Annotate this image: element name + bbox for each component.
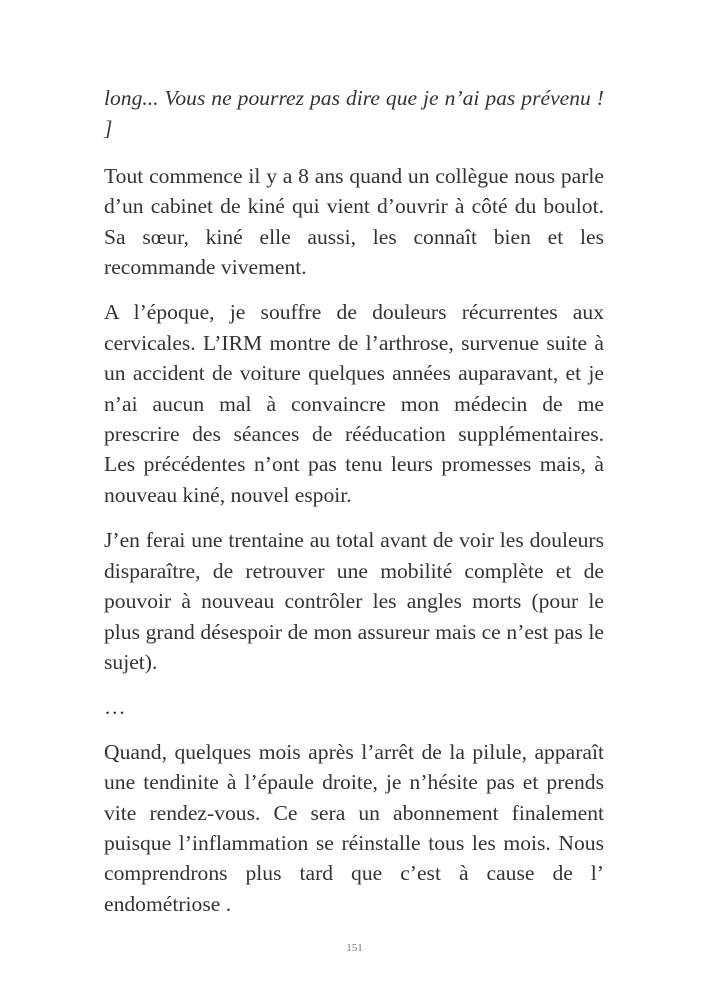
ellipsis-separator: … bbox=[104, 695, 126, 720]
page-number: 151 bbox=[346, 942, 363, 954]
paragraph-colleague: Tout commence il y a 8 ans quand un collègue nous parle d’un cabinet de kiné qui vient d’ouvrir à côté du boulot. Sa sœur, kiné elle aussi, les connaît bien et les recommande vivement. bbox=[104, 163, 604, 280]
paragraph-cervicales: A l’époque, je souffre de douleurs récurrentes aux cervicales. L’IRM montre de l’arthrose, survenue suite à un accident de voiture quelques années auparavant, et je n’ai aucun mal à convaincre mon médecin de me prescrire des séances de rééducation supplémentaires. Les précédentes n’ont pas tenu leurs promesses mais, à nouveau kiné, nouvel espoir. bbox=[104, 300, 604, 507]
paragraph-trentaine: J’en ferai une trentaine au total avant de voir les douleurs disparaître, de retrouver une mobilité complète et de pouvoir à nouveau contrôler les angles morts (pour le plus grand désespoir de mon assureur mais ce n’est pas le sujet). bbox=[104, 528, 604, 674]
paragraph-tendinite: Quand, quelques mois après l’arrêt de la pilule, apparaît une tendinite à l’épaule droite, je n’hésite pas et prends vite rendez-vous. Ce sera un abonnement finalement puisque l’inflammation se réinstalle tous les mois. Nous comprendrons plus tard que c’est à cause de l’ endométriose . bbox=[104, 739, 604, 916]
page-body bbox=[104, 83, 604, 934]
intro-italic-paragraph: long... Vous ne pourrez pas dire que je n’ai pas prévenu ! ] bbox=[104, 86, 604, 141]
